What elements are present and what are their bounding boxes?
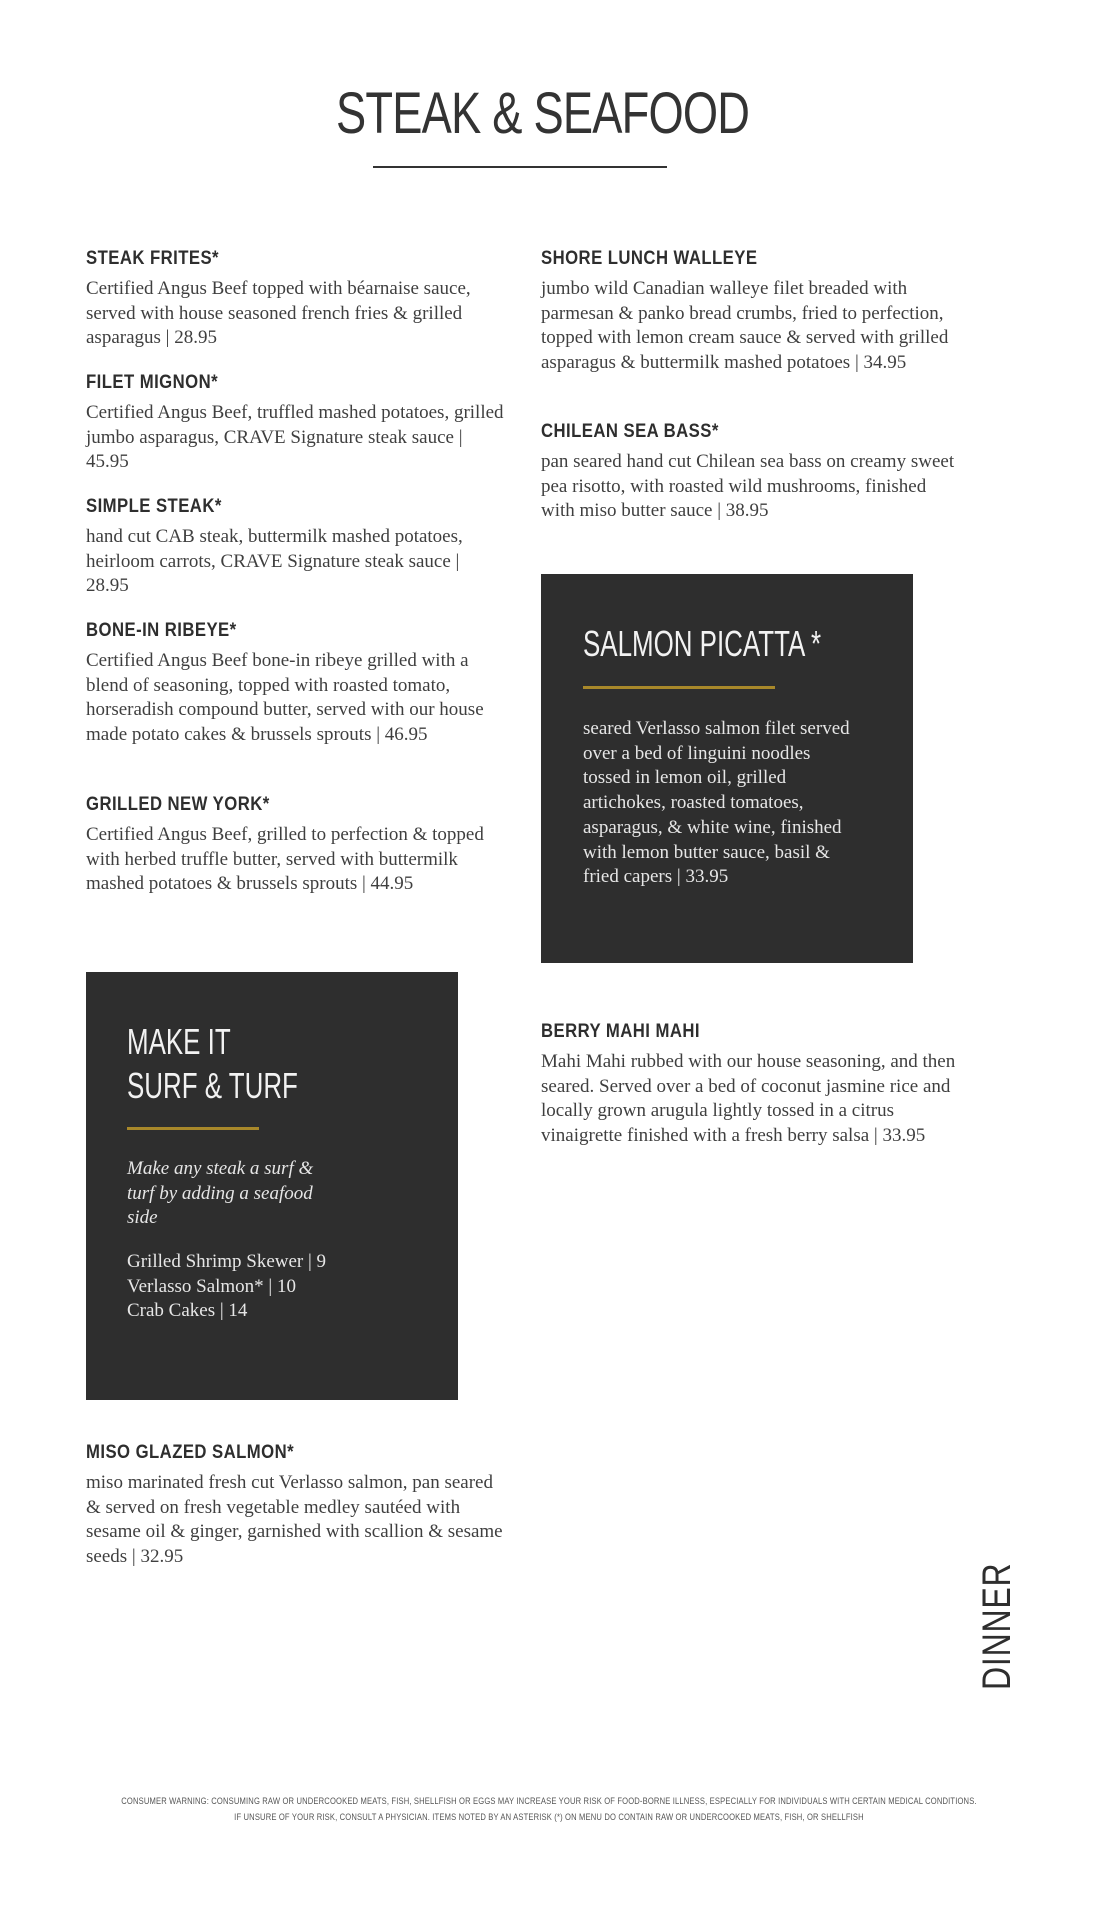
surf-turf-option: Crab Cakes | 14 (127, 1300, 248, 1322)
surf-turf-option: Verlasso Salmon* | 10 (127, 1275, 296, 1297)
warning-line-2: IF UNSURE OF YOUR RISK, CONSULT A PHYSICIAN. ITEMS NOTED BY AN ASTERISK (*) ON MENU DO CONTAIN RAW OR UNDERCOOKED MEATS, FISH, OR SHELLFISH (234, 1812, 864, 1823)
item-description: Certified Angus Beef bone-in ribeye grilled with a blend of seasoning, topped with roasted tomato, horseradish compound butter, served with our house made potato cakes & brussels sprouts | 46.95 (86, 650, 484, 746)
item-name: MISO GLAZED SALMON* (86, 1442, 295, 1463)
item-name: STEAK FRITES* (86, 248, 219, 269)
title-divider (373, 166, 667, 168)
menu-item-bone-in-ribeye (86, 620, 506, 748)
item-description: Certified Angus Beef, truffled mashed potatoes, grilled jumbo asparagus, CRAVE Signature steak sauce | 45.95 (86, 402, 504, 473)
item-description: miso marinated fresh cut Verlasso salmon, pan seared & served on fresh vegetable medley sautéed with sesame oil & ginger, garnished with scallion & sesame seeds | 32.95 (86, 1472, 503, 1568)
menu-item-grilled-new-york (86, 794, 506, 897)
page-title: STEAK & SEAFOOD (336, 81, 750, 146)
item-name: SHORE LUNCH WALLEYE (541, 248, 758, 269)
menu-item-shore-lunch-walleye (541, 248, 961, 376)
item-description: Mahi Mahi rubbed with our house seasoning, and then seared. Served over a bed of coconut jasmine rice and locally grown arugula lightly tossed in a citrus vinaigrette finished with a fresh berry salsa | 33.95 (541, 1051, 956, 1147)
surf-turf-option: Grilled Shrimp Skewer | 9 (127, 1251, 327, 1272)
item-name: GRILLED NEW YORK* (86, 794, 270, 815)
consumer-warning (0, 1794, 1098, 1826)
item-description: pan seared hand cut Chilean sea bass on creamy sweet pea risotto, with roasted wild mushrooms, finished with miso butter sauce | 38.95 (541, 451, 955, 522)
menu-item-chilean-sea-bass (541, 421, 961, 524)
menu-item-simple-steak (86, 496, 506, 599)
menu-item-miso-glazed-salmon (86, 1442, 506, 1570)
item-name: CHILEAN SEA BASS* (541, 421, 719, 442)
gold-divider (583, 686, 775, 689)
surf-turf-title-line1: MAKE IT (127, 1021, 231, 1062)
menu-item-berry-mahi-mahi (541, 1021, 961, 1149)
feature-salmon-picatta (541, 574, 913, 963)
item-name: BERRY MAHI MAHI (541, 1021, 700, 1042)
menu-item-filet-mignon (86, 372, 506, 475)
item-description: jumbo wild Canadian walleye filet breaded with parmesan & panko bread crumbs, fried to perfection, topped with lemon cream sauce & served with grilled asparagus & buttermilk mashed potatoes | 34.95 (541, 278, 949, 374)
feature-description: seared Verlasso salmon filet served over a bed of linguini noodles tossed in lemon oil, grilled artichokes, roasted tomatoes, asparagus, & white wine, finished with lemon butter sauce, basil & fried capers | 33.95 (583, 718, 850, 888)
warning-line-1: CONSUMER WARNING: CONSUMING RAW OR UNDERCOOKED MEATS, FISH, SHELLFISH OR EGGS MAY INCREASE YOUR RISK OF FOOD-BORNE ILLNESS, ESPECIALLY FOR INDIVIDUALS WITH CERTAIN MEDICAL CONDITIONS. (121, 1796, 977, 1807)
item-name: SIMPLE STEAK* (86, 496, 222, 517)
dinner-section-label: DINNER (975, 1562, 1019, 1690)
surf-and-turf-box (86, 972, 458, 1400)
surf-turf-options (127, 1250, 427, 1324)
item-description: Certified Angus Beef, grilled to perfection & topped with herbed truffle butter, served with buttermilk mashed potatoes & brussels sprouts | 44.95 (86, 824, 484, 895)
gold-divider (127, 1127, 259, 1130)
menu-item-steak-frites (86, 248, 506, 351)
feature-title: SALMON PICATTA * (583, 623, 822, 664)
item-description: hand cut CAB steak, buttermilk mashed potatoes, heirloom carrots, CRAVE Signature steak sauce | 28.95 (86, 526, 463, 597)
surf-turf-intro: Make any steak a surf & turf by adding a seafood side (127, 1158, 314, 1229)
item-name: BONE-IN RIBEYE* (86, 620, 237, 641)
item-name: FILET MIGNON* (86, 372, 219, 393)
item-description: Certified Angus Beef topped with béarnaise sauce, served with house seasoned french fries & grilled asparagus | 28.95 (86, 278, 471, 349)
surf-turf-title-line2: SURF & TURF (127, 1065, 298, 1106)
